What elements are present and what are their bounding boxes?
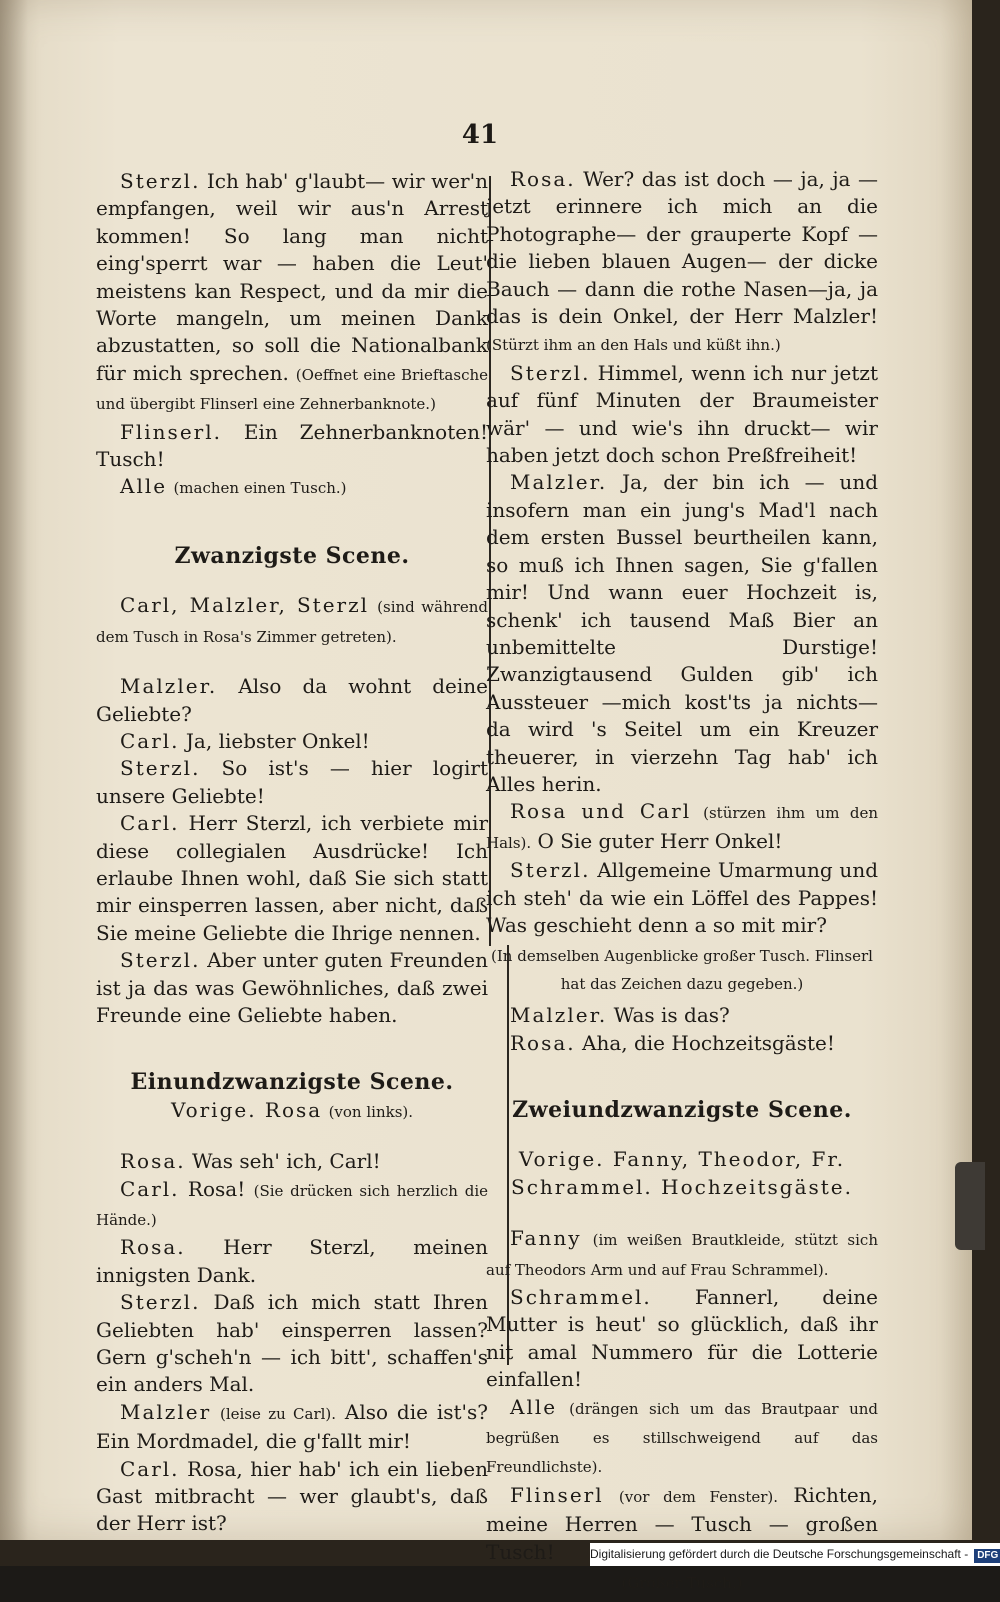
speech-sterzl-4: Sterzl. Daß ich mich statt Ihren Geliebten hab' einsperren lassen? Gern g'scheh'n — ich bitt', schaffen's ein anders Mal. [96,1290,489,1397]
digitization-footer [590,1543,1000,1566]
right-column [486,166,878,1602]
scene-cast-22: Vorige. Fanny, Theodor, Fr. Schrammel. Hochzeitsgäste. [511,1147,853,1199]
stage-direction-tusch: (In demselben Augenblicke großer Tusch. Flinserl hat das Zeichen dazu gegeben.) [491,947,873,993]
speech-sterzl-5: Sterzl. Himmel, wenn ich nur jetzt auf fünf Minuten der Braumeister wär' — und wie's ihn druckt— wir haben jetzt doch schon Preßfreiheit! [486,360,879,468]
page-gutter-shadow [0,0,28,1540]
scene-heading-20: Zwanzigste Scene. [174,542,410,569]
speech-sterzl-2: Sterzl. So ist's — hier logirt unsere Geliebte! [96,756,488,808]
speech-rosa-2: Rosa. Herr Sterzl, meinen innigsten Dank. [96,1235,488,1287]
speech-rosa-4: Rosa. Aha, die Hochzeitsgäste! [510,1030,835,1055]
scene-cast-21: Vorige. Rosa (von links). [170,1097,414,1122]
speech-alle-2: Alle (drängen sich um das Brautpaar und begrüßen es stillschweigend auf das Freundlichste). [486,1394,878,1477]
speech-malzler-4: Malzler. Was is das? [510,1003,730,1028]
speech-sterzl-6: Sterzl. Allgemeine Umarmung und ich steh' da wie ein Löffel des Pappes! Was geschieht denn a so mit mir? [486,858,879,937]
speech-flinserl: Flinserl. Ein Zehnerbanknoten! Tusch! [96,419,488,472]
speech-carl-2: Carl. Herr Sterzl, ich verbiete mir diese collegialen Ausdrücke! Ich erlaube Ihnen wohl, daß Sie sich statt mir einsperren lassen, aber nicht, daß Sie meine Geliebte die Ihrige nennen. [96,811,489,945]
page-number: 41 [461,120,499,150]
speech-schrammel: Schrammel. Fannerl, deine Mutter is heut' so glücklich, daß ihr nit amal Nummero für die Lotterie einfallen! [486,1285,878,1392]
speech-rosa-1: Rosa. Was seh' ich, Carl! [120,1149,381,1174]
speech-flinserl-2: Flinserl (vor dem Fenster). Richten, meine Herren — Tusch — großen Tusch! [486,1482,879,1564]
speech-sterzl-3: Sterzl. Aber unter guten Freunden ist ja das was Gewöhnliches, daß zwei Freunde eine Geliebte haben. [96,948,488,1027]
footer-text: Digitalisierung gefördert durch die Deutsche Forschungsgemeinschaft - [590,1547,969,1561]
speech-rosa-carl: Rosa und Carl (stürzen ihm um den Hals). O Sie guter Herr Onkel! [486,799,878,853]
speech-alle-1: Alle (machen einen Tusch.) [120,474,347,499]
speech-carl-1: Carl. Ja, liebster Onkel! [120,728,370,753]
dfg-logo: DFG [974,1549,1000,1563]
scene-cast-20: Carl, Malzler, Sterzl (sind während dem Tusch in Rosa's Zimmer getreten). [96,593,488,646]
speech-malzler-3: Malzler. Ja, der bin ich — und insofern man ein jung's Mad'l nach dem ersten Bussel beurtheilen kann, so muß ich Ihnen sagen, Sie g'fallen mir! Und wann euer Hochzeit is, schenk' ich tausend Maß Bier an unbemittelte Durstige! Zwanzigtausend Gulden gib' ich Aussteuer —mich kost'ts ja nichts— da wird 's Seitel um ein Kreuzer theuerer, in vierzehn Tag hab' ich Alles herin. [486,470,878,796]
speech-malzler-2: Malzler (leise zu Carl). Also die ist's? Ein Mordmadel, die g'fallt mir! [96,1399,489,1454]
speech-rosa-3: Rosa. Wer? das ist doch — ja, ja — jetzt erinnere ich mich an die Photographe— der grauperte Kopf — die lieben blauen Augen— der dicke Bauch — dann die rothe Nasen—ja, ja das is dein Onkel, der Herr Malzler! (Stürzt ihm an den Hals und küßt ihn.) [486,167,878,355]
speech-sterzl-1: Sterzl. Ich hab' g'laubt— wir wer'n empfangen, weil wir aus'n Arrest kommen! So lang man nicht eing'sperrt war — haben die Leut' meistens kan Respect, und da mir die Worte mangeln, um meinen Dank abzustatten, so soll die Nationalbank für mich sprechen. (Oeffnet eine Brieftasche und übergibt Flinserl eine Zehnerbanknote.) [96,169,489,414]
stage-direction: (Oeffnet eine Brieftasche und übergibt Flinserl eine Zehnerbanknote.) [96,365,489,414]
scene-heading-21: Einundzwanzigste Scene. [130,1069,454,1096]
page-edge-tab [955,1162,985,1250]
scene-heading-22: Zweiundzwanzigste Scene. [512,1097,852,1123]
speech-carl-4: Carl. Rosa, hier hab' ich ein lieben Gast mitbracht — wer glaubt's, daß der Herr ist? [96,1456,489,1536]
stage-direction-final: (Großer Tusch.) [621,1574,743,1593]
speech-malzler-1: Malzler. Also da wohnt deine Geliebte? [96,674,488,726]
left-column [96,168,488,1538]
speech-carl-3: Carl. Rosa! (Sie drücken sich herzlich die Hände.) [96,1176,489,1229]
speech-fanny: Fanny (im weißen Brautkleide, stützt sich auf Theodors Arm und auf Frau Schrammel). [486,1226,878,1279]
